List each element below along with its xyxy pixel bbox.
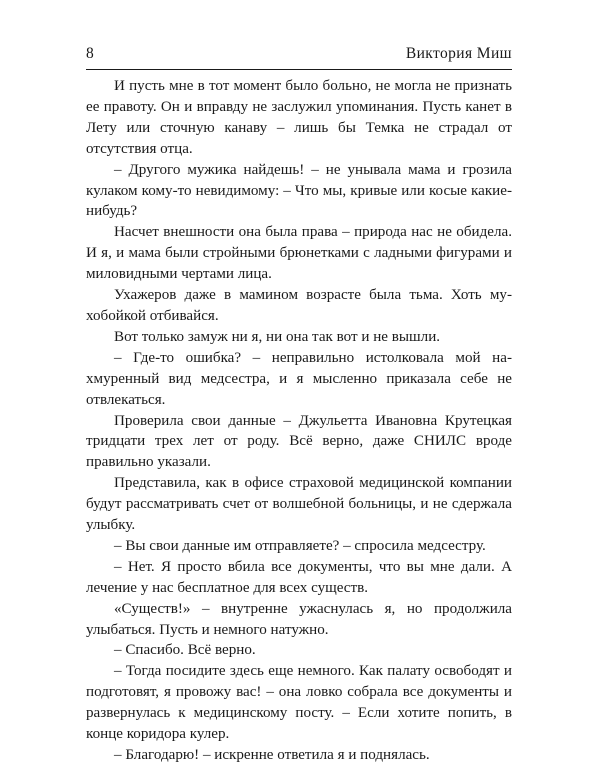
paragraph: – Нет. Я просто вбила все документы, что вы мне дали. А лечение у нас бесплатное для всех существ.: [86, 558, 512, 596]
paragraph: – Где-то ошибка? – неправильно истолковала мой нахмуренный вид медсестра, и я мысленно приказала себе не отвлекаться.: [86, 349, 512, 408]
paragraph: Вот только замуж ни я, ни она так вот и не вышли.: [114, 328, 441, 345]
page-number: 8: [86, 45, 94, 62]
header-rule: [86, 69, 512, 70]
body-text: [86, 76, 512, 766]
paragraph: Представила, как в офисе страховой медицинской компании будут рассматривать счет от волшебной больницы, и не сдержала улыбку.: [86, 475, 512, 534]
running-head-author: Виктория Миш: [405, 45, 512, 62]
page-header: [86, 44, 512, 66]
paragraph: «Существ!» – внутренне ужаснулась я, но продолжила улыбаться. Пусть и немного натужно.: [86, 600, 512, 638]
paragraph: – Вы свои данные им отправляете? – спросила медсестру.: [114, 537, 486, 554]
paragraph: И пусть мне в тот момент было больно, не могла не признать ее правоту. Он и вправду не заслужил упоминания. Пусть канет в Лету или сточную канаву – лишь бы Темка не страдал от отсутствия отца.: [86, 78, 512, 157]
paragraph: Проверила свои данные – Джульетта Ивановна Крутецкая тридцати трех лет от роду. Всё верно, даже СНИЛС вроде правильно указали.: [86, 412, 512, 471]
paragraph: – Благодарю! – искренне ответила я и поднялась.: [114, 747, 430, 763]
paragraph: Ухажеров даже в мамином возрасте была тьма. Хоть мухобойкой отбивайся.: [86, 287, 512, 324]
paragraph: – Другого мужика найдешь! – не унывала мама и грозила кулаком кому-то невидимому: – Что мы, кривые или косые какие-нибудь?: [86, 161, 512, 220]
paragraph: Насчет внешности она была права – природа нас не обидела. И я, и мама были стройными брюнетками с ладными фигурами и миловидными чертами лица.: [86, 224, 512, 283]
paragraph: – Тогда посидите здесь еще немного. Как палату освободят и подготовят, я провожу вас! – она ловко собрала все документы и развернулась к медицинскому посту. – Если хотите попить, в конце коридора кулер.: [86, 663, 512, 743]
paragraph: – Спасибо. Всё верно.: [114, 642, 256, 659]
